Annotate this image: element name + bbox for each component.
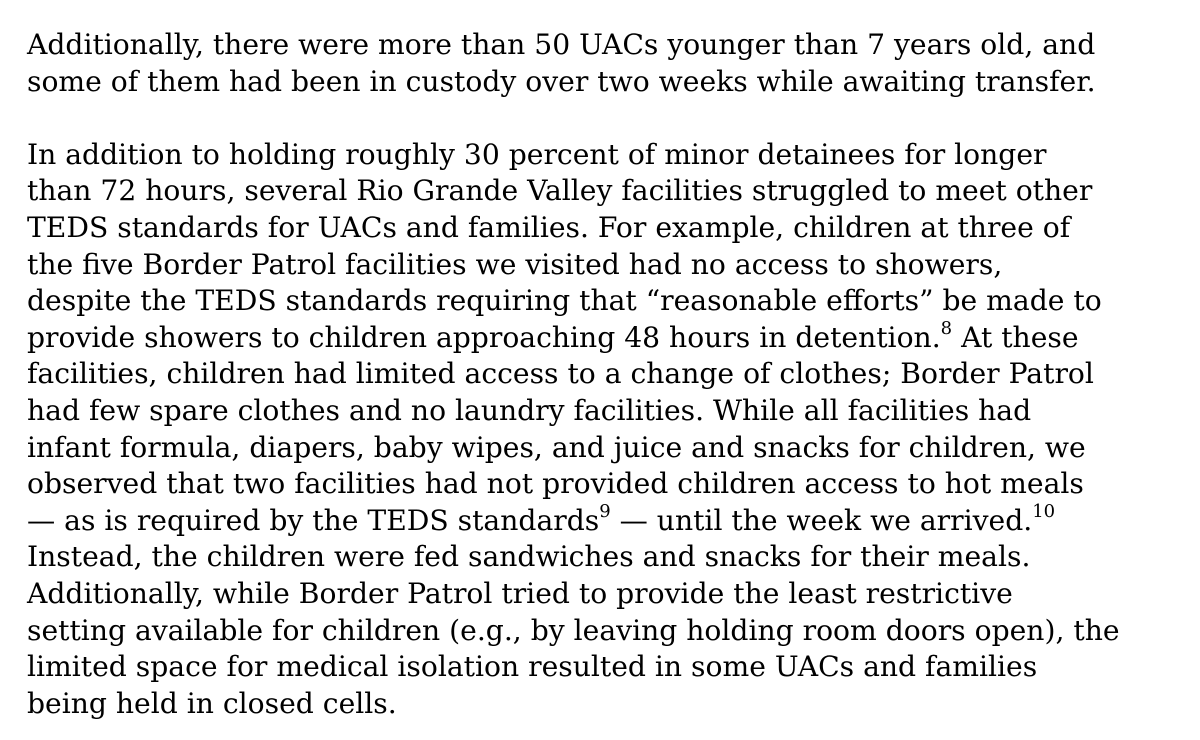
text-line: being held in closed cells. [27, 686, 397, 720]
document-page [27, 27, 1187, 722]
text-line: Additionally, there were more than 50 UACs younger than 7 years old, and [27, 28, 1096, 61]
text-segment: At these [952, 320, 1079, 354]
paragraph-gap [27, 100, 1187, 137]
footnote-ref-8: 8 [940, 317, 953, 339]
text-line: Additionally, while Border Patrol tried to provide the least restrictive [27, 576, 1013, 610]
text-line: than 72 hours, several Rio Grande Valley facilities struggled to meet other [27, 174, 1093, 208]
text-line: TEDS standards for UACs and families. For example, children at three of [27, 210, 1071, 244]
text-line: Instead, the children were fed sandwiches and snacks for their meals. [27, 540, 1031, 574]
text-line: some of them had been in custody over two weeks while awaiting transfer. [27, 64, 1096, 98]
paragraph-2 [27, 137, 1187, 723]
text-line: the five Border Patrol facilities we visited had no access to showers, [27, 247, 1003, 281]
text-line: limited space for medical isolation resulted in some UACs and families [27, 650, 1038, 684]
text-line: facilities, children had limited access to a change of clothes; Border Patrol [27, 357, 1094, 391]
text-line: infant formula, diapers, baby wipes, and juice and snacks for children, we [27, 430, 1086, 464]
text-line: despite the TEDS standards requiring that “reasonable efforts” be made to [27, 284, 1102, 318]
text-line: In addition to holding roughly 30 percent of minor detainees for longer [27, 137, 1047, 171]
text-segment: — as is required by the TEDS standards [27, 503, 600, 537]
text-segment: — until the week we arrived. [610, 503, 1033, 537]
text-line [27, 500, 1187, 540]
paragraph-1 [27, 27, 1187, 100]
text-line: had few spare clothes and no laundry facilities. While all facilities had [27, 393, 1032, 427]
text-line [27, 317, 1187, 357]
text-segment: provide showers to children approaching 48 hours in detention. [27, 320, 941, 354]
text-line: setting available for children (e.g., by leaving holding room doors open), the [27, 613, 1120, 647]
text-line: observed that two facilities had not provided children access to hot meals [27, 467, 1084, 501]
footnote-ref-9: 9 [599, 500, 611, 522]
footnote-ref-10: 10 [1032, 500, 1056, 522]
